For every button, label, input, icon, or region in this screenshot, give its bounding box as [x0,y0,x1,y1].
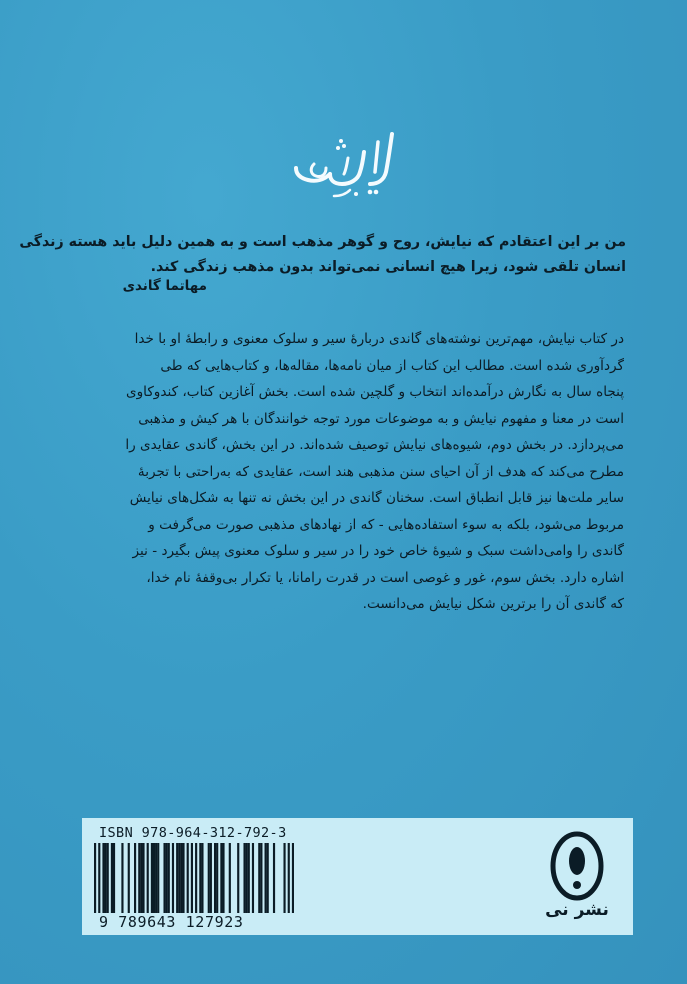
barcode-bar [138,843,140,913]
description-line: است در معنا و مفهوم نیایش و به موضوعات مورد توجه خوانندگان با هر کیش و مذهبی [138,410,624,427]
description-line: مطرح می‌کند که هدف از آن احیای سنن مذهبی هند است، عقایدی که به‌راحتی با تجربهٔ [137,463,624,480]
barcode-bar [210,843,212,913]
calligraphy-title-icon [290,128,400,200]
barcode-bar [107,843,109,913]
barcode-bar [246,843,248,913]
barcode-bar [208,843,210,913]
barcode-bar [191,843,193,913]
barcode-bar [140,843,142,913]
barcode-bar [153,843,155,913]
barcode-bar [248,843,250,913]
description-line: که گاندی آن را برترین شکل نیایش می‌دانست. [362,596,624,612]
barcode-bar [283,843,285,913]
barcode-bar [199,843,201,913]
barcode-bar [168,843,170,913]
barcode-bar [265,843,267,913]
barcode-bar [229,843,231,913]
isbn-label: ISBN 978-964-312-792-3 [99,825,287,841]
nashr-ney-logo-icon [550,831,604,901]
book-description [84,326,624,618]
barcode-bar [222,843,224,913]
barcode-bar [163,843,165,913]
barcode-panel [82,818,633,935]
barcode-bar [187,843,189,913]
barcode-bar [172,843,174,913]
barcode-bar [201,843,203,913]
barcode-bar [151,843,153,913]
publisher-logo-svg [550,831,604,901]
barcode-bar [180,843,182,913]
barcode-bar [176,843,178,913]
quote-line: من بر این اعتقادم که نیایش، روح و گوهر مذهب است و به همین دلیل باید هسته زندگی [19,234,626,250]
barcode-icon [94,843,294,913]
description-line: گاندی را وامی‌داشت سبک و شیوهٔ خاص خود را در سیر و سلوک معنوی پیش بگیرد - نیز [132,543,624,559]
barcode-bar [195,843,197,913]
quote-line: انسان تلقی شود، زیرا هیچ انسانی نمی‌تواند بدون مذهب زندگی کند. [150,259,626,275]
barcode-bar [220,843,222,913]
calligraphy-title-svg [290,128,400,200]
description-line: گردآوری شده است. مطالب این کتاب از میان نامه‌ها، مقاله‌ها، و کتاب‌هایی که طی [160,357,624,374]
barcode-bar [288,843,290,913]
publisher-name: نشر نی [545,900,609,920]
barcode-bar [155,843,157,913]
barcode-digits: 9 789643 127923 [99,913,244,931]
barcode-bar [267,843,269,913]
description-line: اشاره دارد. بخش سوم، غور و غوصی است در قدرت رامانا، یا تکرار بی‌وقفهٔ نام خدا، [146,569,624,586]
barcode-bar [142,843,144,913]
barcode-bar [147,843,149,913]
gandhi-quote [19,230,626,280]
barcode-bar [166,843,168,913]
barcode-bar [182,843,184,913]
barcode-bar [105,843,107,913]
description-line: مربوط می‌شود، بلکه به سوء استفاده‌هایی - که از نهادهای مذهبی صورت می‌گرفت و [148,516,624,533]
barcode-bar [178,843,180,913]
barcode-bar [94,843,96,913]
barcode-bar [98,843,100,913]
description-line: پنجاه سال به نگارش درآمده‌اند انتخاب و گلچین شده است. بخش آغازین کتاب، کندوکاوی [125,384,624,400]
barcode-bar [111,843,113,913]
barcode-bar [252,843,254,913]
barcode-bar [292,843,294,913]
barcode-bar [214,843,216,913]
barcode-bar [128,843,130,913]
barcode-bar [157,843,159,913]
quote-author: مهاتما گاندی [122,278,207,294]
barcode-bar [121,843,123,913]
description-line: می‌پردازد. در بخش دوم، شیوه‌های نیایش توصیف شده‌اند. در این بخش، گاندی عقایدی را [125,437,624,453]
description-line: در کتاب نیایش، مهم‌ترین نوشته‌های گاندی دربارهٔ سیر و سلوک معنوی و رابطهٔ او با خدا [134,331,624,347]
barcode-bar [273,843,275,913]
barcode-bar [237,843,239,913]
barcode-bar [216,843,218,913]
barcode-bar [260,843,262,913]
barcode-bar [102,843,104,913]
barcode-bar [113,843,115,913]
barcode-bar [134,843,136,913]
description-line: سایر ملت‌ها نیز قابل انطباق است. سخنان گاندی در این بخش نه تنها به شکل‌های نیایش [129,490,624,506]
barcode-bar [243,843,245,913]
barcode-bar [258,843,260,913]
